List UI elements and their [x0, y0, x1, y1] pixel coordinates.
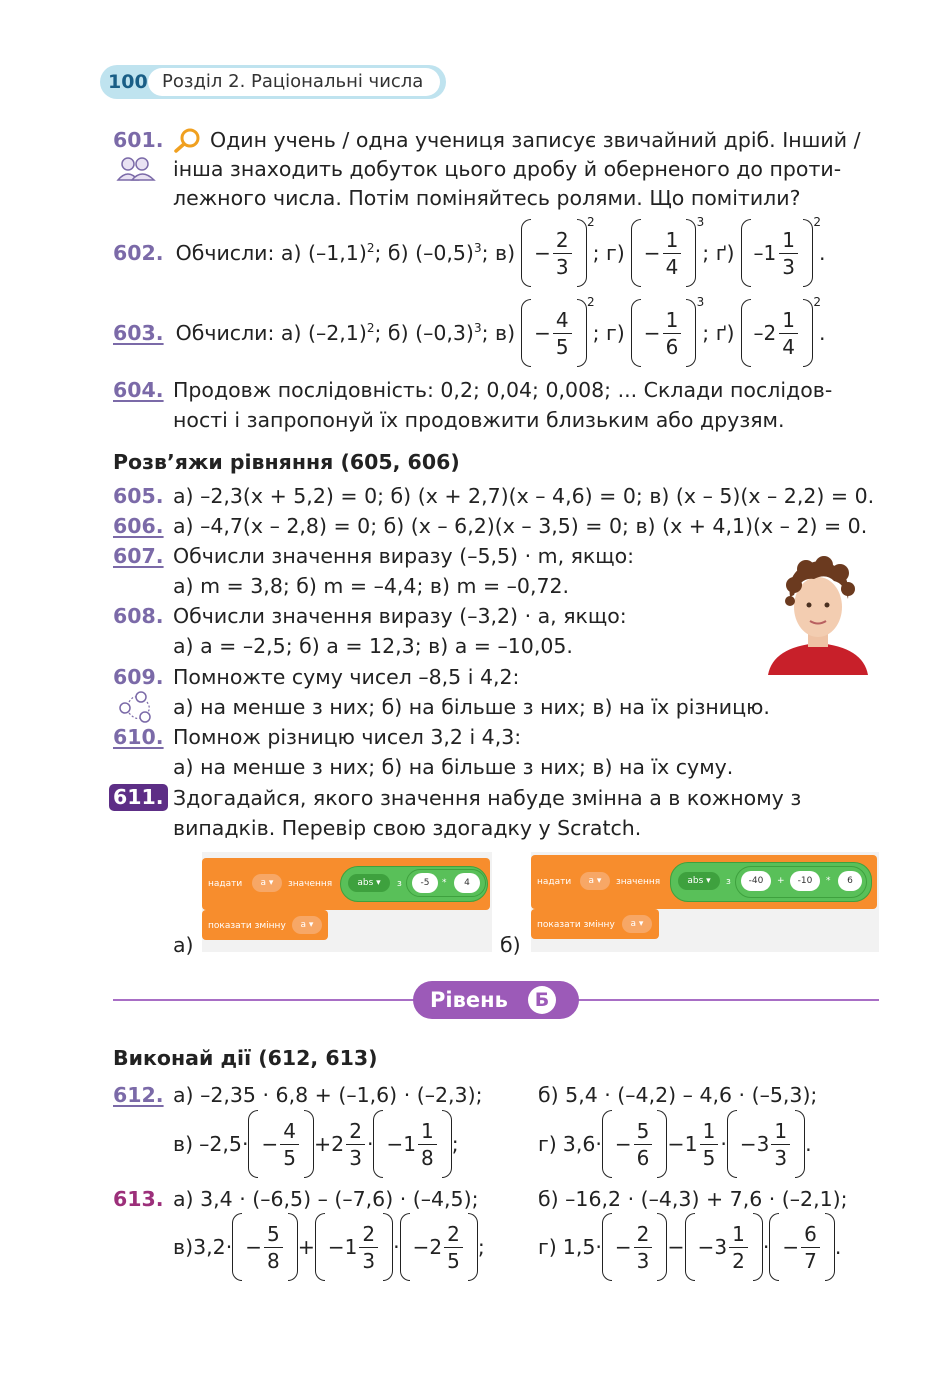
var-dropdown: a ▾	[292, 916, 322, 934]
exercise-613-b: б) –16,2 · (–4,3) + 7,6 · (–2,1);	[538, 1187, 848, 1211]
exercise-number-613: 613.	[113, 1187, 164, 1211]
page-number: 100	[108, 71, 148, 93]
value-oval: -10	[790, 871, 820, 891]
operator: +	[777, 876, 785, 886]
exercise-number-612: 612.	[113, 1083, 164, 1107]
pair-work-icon	[114, 156, 158, 182]
value-oval: 6	[838, 871, 862, 891]
exercise-610-line2: а) на менше з них; б) на більше з них; в) на їх суму.	[173, 755, 734, 779]
chapter-title: Розділ 2. Раціональні числа	[162, 71, 424, 92]
exercise-number-604: 604.	[113, 378, 164, 402]
exercise-number-609: 609.	[113, 665, 164, 689]
child-photo	[768, 555, 868, 675]
exercise-607-line2: а) m = 3,8; б) m = –4,4; в) m = –0,72.	[173, 574, 570, 598]
exercise-613-g: г) 1,5· − $\frac{2}{3}$ − −3 $\frac{1}{2}$ · − $\frac{6}{7}$ .	[538, 1215, 841, 1279]
exercise-number-608: 608.	[113, 604, 164, 628]
exercise-609-line2: а) на менше з них; б) на більше з них; в) на їх різницю.	[173, 695, 770, 719]
operator: *	[442, 878, 447, 888]
option-g: ; г)	[592, 321, 625, 345]
exercise-605-text: а) –2,3(x + 5,2) = 0; б) (x + 2,7)(x – 4,6) = 0; в) (x – 5)(x – 2,2) = 0.	[173, 484, 875, 508]
exercise-613-v: в) 3,2· − $\frac{5}{8}$ + −1 $\frac{2}{3}$ · −2 $\frac{2}{5}$ ;	[173, 1215, 485, 1279]
value-oval: -40	[741, 871, 771, 891]
of-label: з	[726, 877, 731, 887]
power-expression: –2 $\frac{1}{4}$ $^2$	[741, 299, 813, 367]
exercise-604-line2: ності і запропонуй їх продовжити близьким або друзям.	[173, 408, 785, 432]
exercise-number-611: 611.	[109, 784, 168, 811]
exercise-603: 603. Обчисли: а) $(-2,1)^2$; б) $(-0,3)^3$; в) − $\frac{4}{5}$ $^2$ ; г) − $\frac{1}{6}$ $^3$ ; ґ) –2 $\frac{1}{4}$ $^2$ .	[113, 298, 826, 368]
scratch-b-label: б)	[500, 933, 521, 957]
level-letter: Б	[528, 986, 556, 1014]
exercise-606-text: а) –4,7(x – 2,8) = 0; б) (x – 6,2)(x – 3,5) = 0; в) (x + 4,1)(x – 2) = 0.	[173, 514, 868, 538]
exercise-609-line1: Помножте суму чисел –8,5 і 4,2:	[173, 665, 520, 689]
option-gg: ; ґ)	[702, 321, 735, 345]
exercise-603-lead: Обчисли: а) $(-2,1)^2$; б) $(-0,3)^3$; в)	[175, 321, 516, 345]
exercise-611-line2: випадків. Перевір свою здогадку у Scratch.	[173, 816, 642, 840]
exercise-608-line2: а) a = –2,5; б) a = 12,3; в) a = –10,05.	[173, 634, 573, 658]
var-dropdown: a ▾	[622, 915, 652, 933]
show-label: показати змінну	[208, 921, 286, 931]
exercise-number-603: 603.	[113, 321, 164, 345]
abs-dropdown: abs ▾	[348, 874, 390, 892]
set-label: надати	[208, 879, 243, 889]
exercise-604-line1: Продовж послідовність: 0,2; 0,04; 0,008; ... Склади послідов-	[173, 378, 833, 402]
exercise-612-v: в) –2,5· − $\frac{4}{5}$ +2 $\frac{2}{3}$ · −1 $\frac{1}{8}$ ;	[173, 1112, 459, 1176]
var-dropdown: a ▾	[252, 874, 282, 892]
exercise-number-605: 605.	[113, 484, 164, 508]
operator: *	[826, 876, 831, 886]
value-label: значення	[288, 879, 333, 889]
show-label: показати змінну	[537, 920, 615, 930]
power-expression: − $\frac{1}{6}$ $^3$	[631, 299, 697, 367]
exercise-607-line1: Обчисли значення виразу (–5,5) · m, якщо:	[173, 544, 635, 568]
level-label: Рівень	[430, 988, 508, 1012]
exercise-612-a: а) –2,35 · 6,8 + (–1,6) · (–2,3);	[173, 1083, 483, 1107]
set-label: надати	[537, 877, 572, 887]
magnifier-icon	[172, 127, 202, 153]
scratch-a-label: а)	[173, 933, 194, 957]
option-g: ; г)	[592, 241, 625, 265]
power-expression: − $\frac{4}{5}$ $^2$	[521, 299, 587, 367]
exercise-number-607: 607.	[113, 544, 164, 568]
exercise-number-602: 602.	[113, 241, 164, 265]
exercise-number-606: 606.	[113, 514, 164, 538]
exercise-613-a: а) 3,4 · (–6,5) – (–7,6) · (–4,5);	[173, 1187, 479, 1211]
value-oval: 4	[454, 873, 480, 893]
exercise-608-line1: Обчисли значення виразу (–3,2) · a, якщо:	[173, 604, 627, 628]
abs-dropdown: abs ▾	[678, 872, 720, 890]
exercise-610-line1: Помнож різницю чисел 3,2 і 4,3:	[173, 725, 522, 749]
value-label: значення	[616, 877, 661, 887]
exercise-number-610: 610.	[113, 725, 164, 749]
group-work-icon	[117, 690, 155, 724]
exercise-602-lead: Обчисли: а) $(-1,1)^2$; б) $(-0,5)^3$; в)	[175, 241, 516, 265]
exercise-601-line1: Один учень / одна учениця записує звичайний дріб. Інший /	[210, 128, 861, 152]
exercise-612-b: б) 5,4 · (–4,2) – 4,6 · (–5,3);	[538, 1083, 818, 1107]
section-heading-operations: Виконай дії (612, 613)	[113, 1046, 378, 1070]
power-expression: –1 $\frac{1}{3}$ $^2$	[741, 219, 813, 287]
section-heading-equations: Розв’яжи рівняння (605, 606)	[113, 450, 460, 474]
exercise-602: 602. Обчисли: а) $(-1,1)^2$; б) $(-0,5)^3$; в) − $\frac{2}{3}$ $^2$ ; г) − $\frac{1}{4}$ $^3$ ; ґ) –1 $\frac{1}{3}$ $^2$ .	[113, 218, 826, 288]
exercise-601-line3: лежного числа. Потім поміняйтесь ролями. Що помітили?	[173, 186, 801, 210]
exercise-611-line1: Здогадайся, якого значення набуде змінна a в кожному з	[173, 786, 802, 810]
value-oval: -5	[412, 873, 438, 893]
power-expression: − $\frac{1}{4}$ $^3$	[631, 219, 697, 287]
option-gg: ; ґ)	[702, 241, 735, 265]
exercise-612-g: г) 3,6· − $\frac{5}{6}$ −1 $\frac{1}{5}$ · −3 $\frac{1}{3}$ .	[538, 1112, 812, 1176]
var-dropdown: a ▾	[580, 872, 610, 890]
of-label: з	[397, 879, 402, 889]
exercise-number-601: 601.	[113, 128, 164, 152]
exercise-601-line2: інша знаходить добуток цього дробу й оберненого до проти-	[173, 157, 842, 181]
power-expression: − $\frac{2}{3}$ $^2$	[521, 219, 587, 287]
